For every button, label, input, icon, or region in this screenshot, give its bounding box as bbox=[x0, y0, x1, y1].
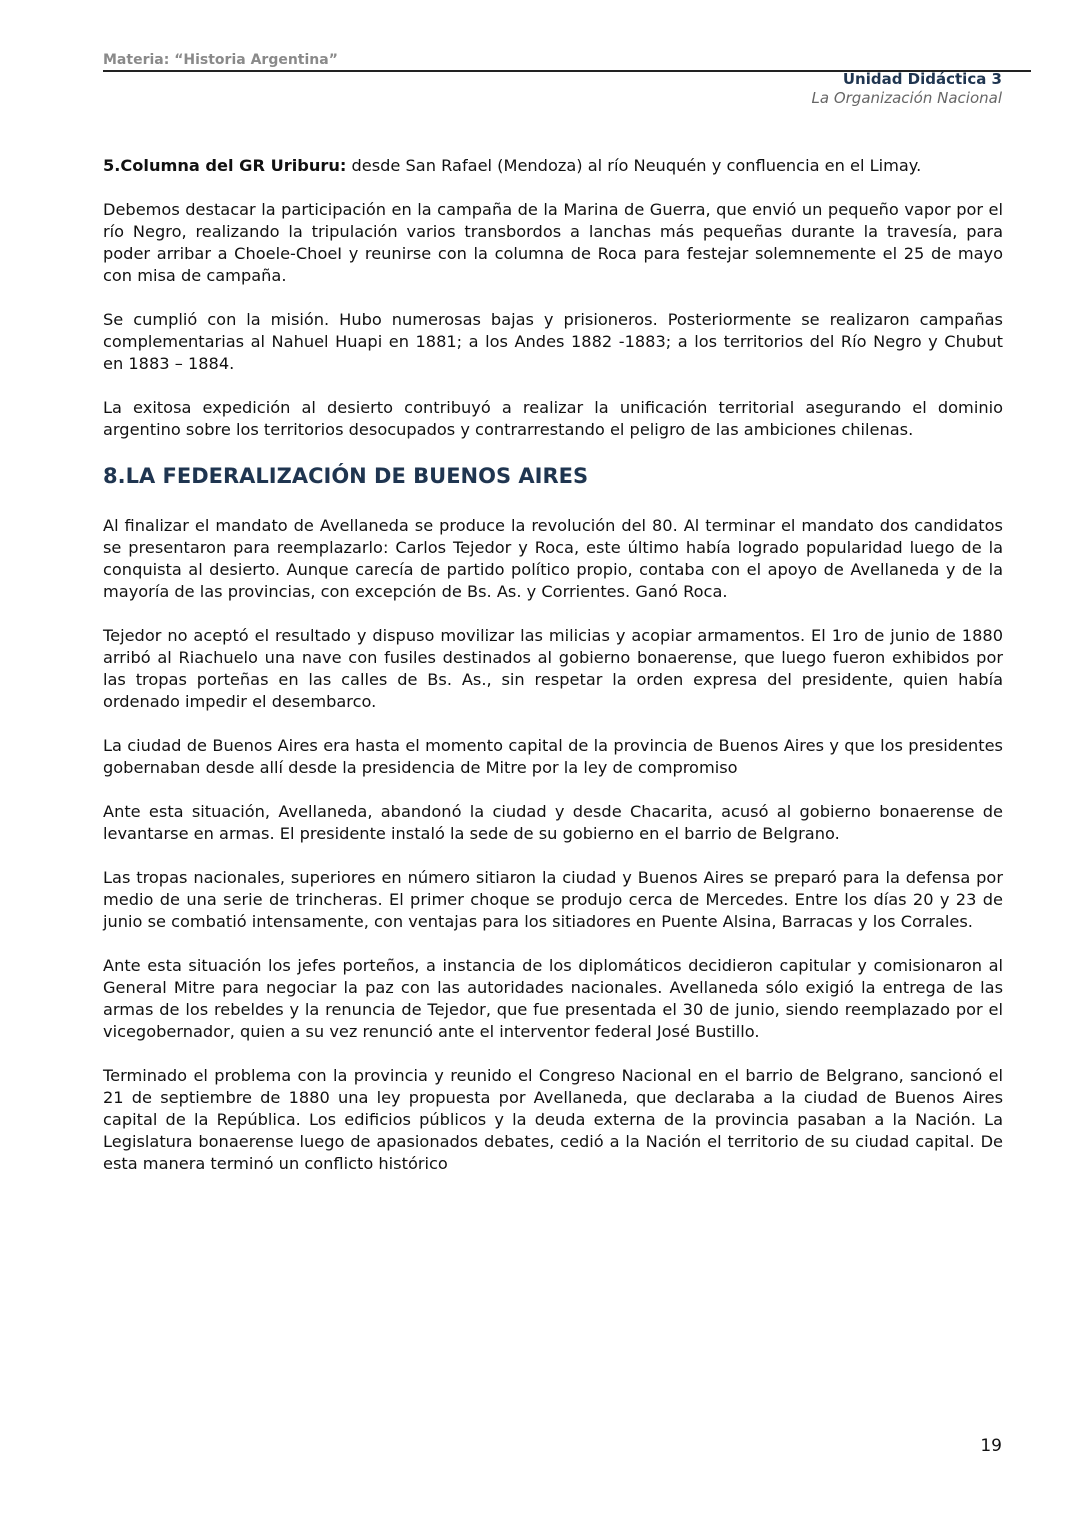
item-5-text: desde San Rafael (Mendoza) al río Neuquén y confluencia en el Limay. bbox=[346, 156, 922, 175]
paragraph: Al finalizar el mandato de Avellaneda se produce la revolución del 80. Al terminar el mandato dos candidatos se presentaron para reemplazarlo: Carlos Tejedor y Roca, este último había logrado popularidad luego de la conquista al desierto. Aunque carecía de partido político propio, contaba con el apoyo de Avellaneda y de la mayoría de las provincias, con excepción de Bs. As. y Corrientes. Ganó Roca. bbox=[103, 516, 1003, 601]
unit-label: Unidad Didáctica 3 bbox=[842, 70, 1002, 88]
paragraph: Terminado el problema con la provincia y reunido el Congreso Nacional en el barrio de Belgrano, sancionó el 21 de septiembre de 1880 una ley propuesta por Avellaneda, que declaraba a la ciudad de Buenos Aires capital de la República. Los edificios públicos y la deuda externa de la provincia pasaban a la Nación. La Legislatura bonaerense luego de apasionados debates, cedió a la Nación el territorio de su ciudad capital. De esta manera terminó un conflicto histórico bbox=[103, 1066, 1003, 1173]
item-5-label: 5.Columna del GR Uriburu: bbox=[103, 156, 347, 175]
paragraph: Debemos destacar la participación en la campaña de la Marina de Guerra, que envió un pequeño vapor por el río Negro, realizando la tripulación varios transbordos a lanchas más pequeñas durante la travesía, para poder arribar a Choele-ChoeI y reunirse con la columna de Roca para festejar solemnemente el 25 de mayo con misa de campaña. bbox=[103, 200, 1003, 285]
paragraph: La ciudad de Buenos Aires era hasta el momento capital de la provincia de Buenos Aires y que los presidentes gobernaban desde allí desde la presidencia de Mitre por la ley de compromiso bbox=[103, 736, 1003, 777]
paragraph: Las tropas nacionales, superiores en número sitiaron la ciudad y Buenos Aires se preparó para la defensa por medio de una serie de trincheras. El primer choque se produjo cerca de Mercedes. Entre los días 20 y 23 de junio se combatió intensamente, con ventajas para los sitiadores en Puente Alsina, Barracas y los Corrales. bbox=[103, 868, 1003, 931]
page-body bbox=[103, 155, 1003, 1197]
subject-label: Materia: “Historia Argentina” bbox=[103, 52, 338, 68]
paragraph: La exitosa expedición al desierto contribuyó a realizar la unificación territorial asegurando el dominio argentino sobre los territorios desocupados y contrarrestando el peligro de las ambiciones chilenas. bbox=[103, 398, 1003, 439]
paragraph: Se cumplió con la misión. Hubo numerosas bajas y prisioneros. Posteriormente se realizaron campañas complementarias al Nahuel Huapi en 1881; a los Andes 1882 -1883; a los territorios del Río Negro y Chubut en 1883 – 1884. bbox=[103, 310, 1003, 373]
paragraph: Tejedor no aceptó el resultado y dispuso movilizar las milicias y acopiar armamentos. El 1ro de junio de 1880 arribó al Riachuelo una nave con fusiles destinados al gobierno bonaerense, que luego fueron exhibidos por las tropas porteñas en las calles de Bs. As., sin respetar la orden expresa del presidente, quien había ordenado impedir el desembarco. bbox=[103, 626, 1003, 711]
section-heading: 8.LA FEDERALIZACIÓN DE BUENOS AIRES bbox=[103, 464, 589, 488]
unit-title: La Organización Nacional bbox=[811, 89, 1002, 107]
item-5-paragraph bbox=[103, 155, 1003, 177]
page-number: 19 bbox=[980, 1436, 1002, 1456]
paragraph: Ante esta situación los jefes porteños, a instancia de los diplomáticos decidieron capitular y comisionaron al General Mitre para negociar la paz con las autoridades nacionales. Avellaneda sólo exigió la entrega de las armas de los rebeldes y la renuncia de Tejedor, que fue presentada el 30 de junio, siendo reemplazado por el vicegobernador, quien a su vez renunció ante el interventor federal José Bustillo. bbox=[103, 956, 1003, 1041]
paragraph: Ante esta situación, Avellaneda, abandonó la ciudad y desde Chacarita, acusó al gobierno bonaerense de levantarse en armas. El presidente instaló la sede de su gobierno en el barrio de Belgrano. bbox=[103, 802, 1003, 843]
